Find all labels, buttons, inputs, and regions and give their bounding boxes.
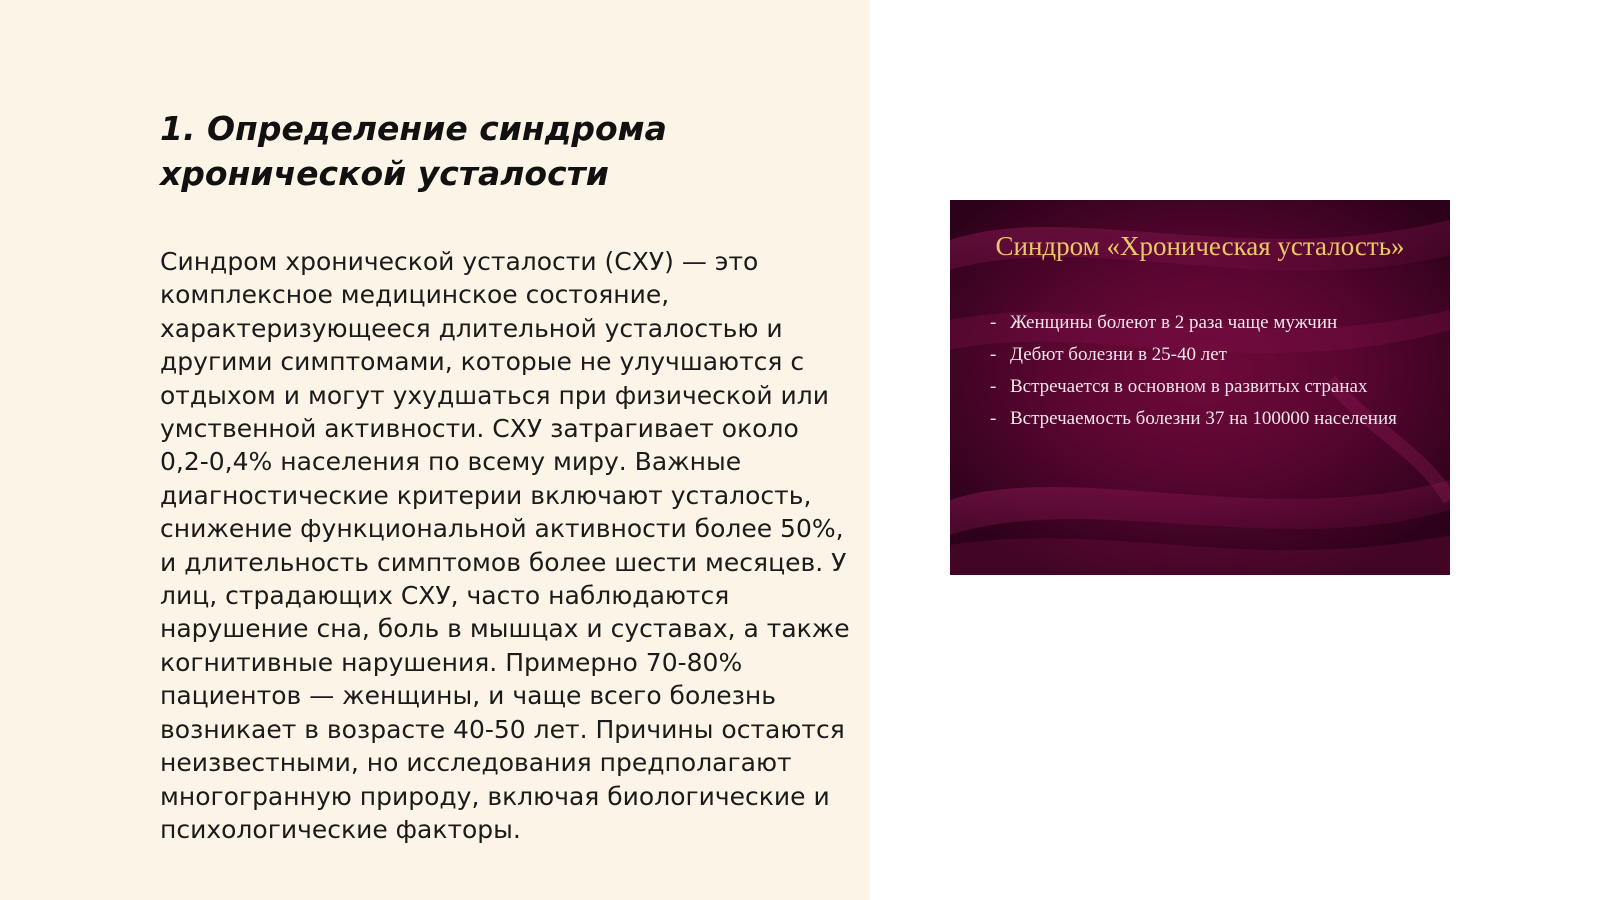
list-item bbox=[990, 374, 1420, 400]
list-item-text: Дебют болезни в 25-40 лет bbox=[1010, 344, 1227, 365]
embedded-slide-list bbox=[990, 310, 1420, 438]
embedded-slide-image bbox=[950, 200, 1450, 575]
list-item-text: Женщины болеют в 2 раза чаще мужчин bbox=[1010, 312, 1338, 333]
list-item-text: Встречается в основном в развитых странах bbox=[1010, 376, 1368, 397]
dash-bullet: - bbox=[990, 408, 997, 429]
dash-bullet: - bbox=[990, 312, 997, 333]
embedded-slide-title: Синдром «Хроническая усталость» bbox=[995, 231, 1405, 261]
slide-heading: 1. Определение синдрома хронической усталости bbox=[160, 109, 667, 193]
list-item bbox=[990, 342, 1420, 368]
list-item-text: Встречаемость болезни 37 на 100000 населения bbox=[1010, 408, 1397, 429]
slide-body-text: Синдром хронической усталости (СХУ) — это комплексное медицинское состояние, характеризующееся длительной усталостью и другими симптомами, которые не улучшаются с отдыхом и могут ухудшаться при физической или умственной активности. СХУ затрагивает около 0,2-0,4% населения по всему миру. Важные диагностические критерии включают усталость, снижение функциональной активности более 50%, и длительность симптомов более шести месяцев. У лиц, страдающих СХУ, часто наблюдаются нарушение сна, боль в мышцах и суставах, а также когнитивные нарушения. Примерно 70-80% пациентов — женщины, и чаще всего болезнь возникает в возрасте 40-50 лет. Причины остаются неизвестными, но исследования предполагают многогранную природу, включая биологические и психологические факторы. bbox=[160, 247, 850, 844]
list-item bbox=[990, 310, 1420, 336]
list-item bbox=[990, 406, 1420, 432]
dash-bullet: - bbox=[990, 376, 997, 397]
dash-bullet: - bbox=[990, 344, 997, 365]
